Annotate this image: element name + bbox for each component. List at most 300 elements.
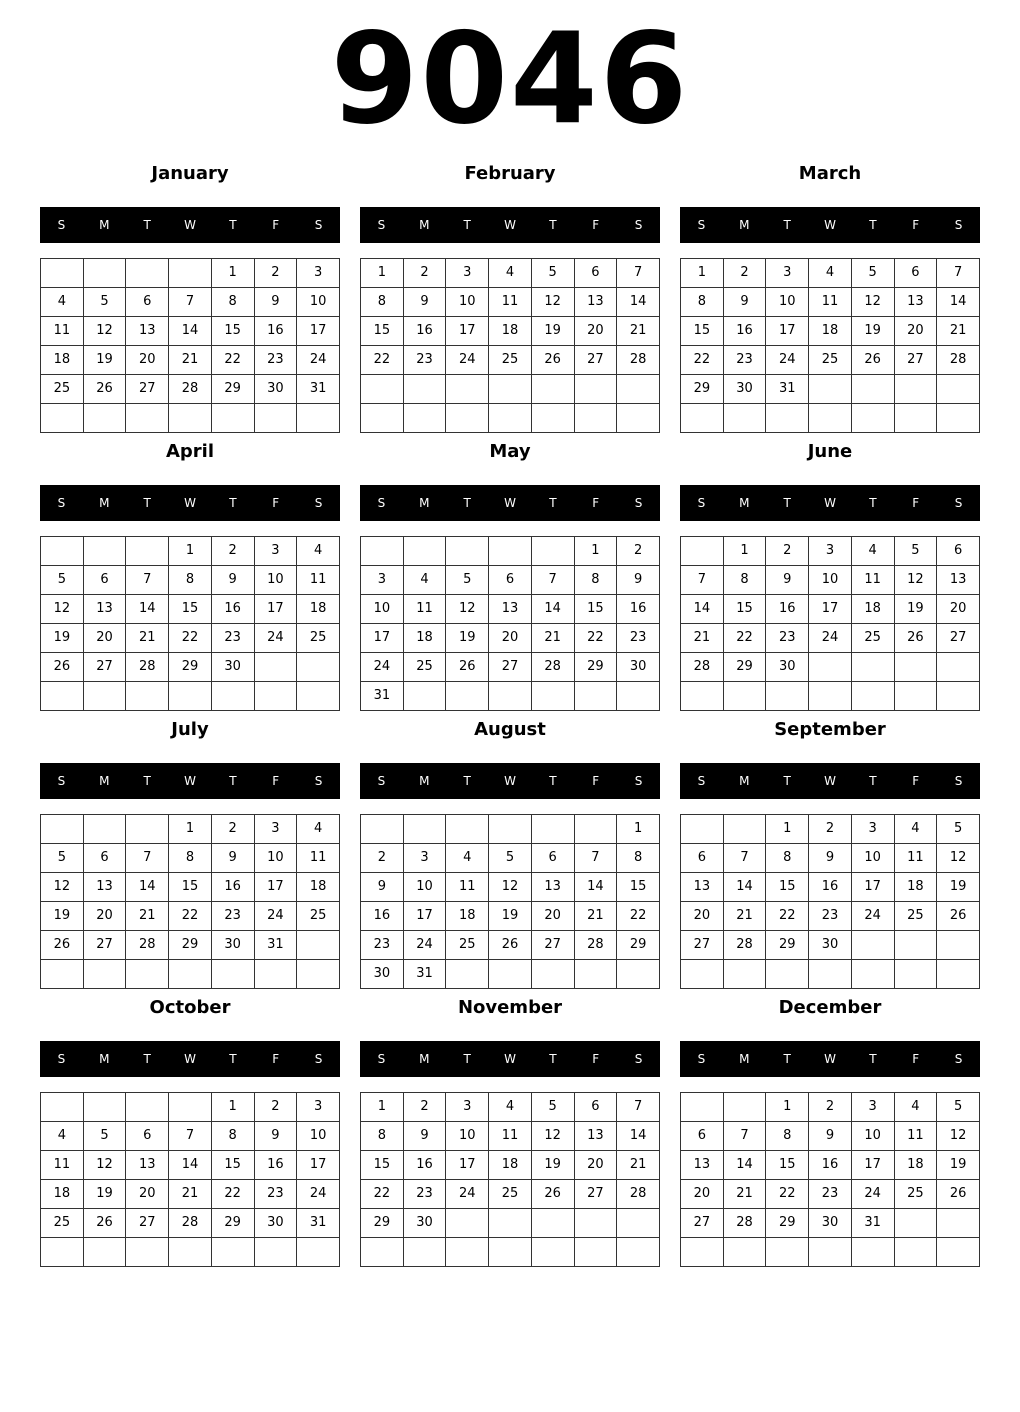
day-cell: 5	[851, 259, 894, 288]
day-cell	[169, 259, 212, 288]
day-cell: 27	[531, 931, 574, 960]
day-cell: 22	[766, 902, 809, 931]
day-cell: 10	[446, 1122, 489, 1151]
week-row	[41, 873, 340, 902]
day-cell	[766, 404, 809, 433]
week-row	[361, 404, 660, 433]
day-cell: 29	[169, 931, 212, 960]
day-cell: 19	[489, 902, 532, 931]
day-cell: 18	[41, 346, 84, 375]
day-cell	[297, 682, 340, 711]
day-cell: 1	[766, 1093, 809, 1122]
weekday-label: S	[697, 218, 706, 232]
day-cell: 18	[446, 902, 489, 931]
week-row	[41, 1180, 340, 1209]
day-cell: 19	[531, 1151, 574, 1180]
month-april	[40, 440, 340, 706]
day-cell	[169, 1093, 212, 1122]
day-cell: 27	[937, 624, 980, 653]
day-cell	[211, 404, 254, 433]
day-cell: 26	[531, 346, 574, 375]
day-cell: 27	[126, 375, 169, 404]
week-row	[361, 1180, 660, 1209]
day-cell: 9	[723, 288, 766, 317]
week-row	[681, 346, 980, 375]
day-cell: 11	[809, 288, 852, 317]
day-cell	[41, 259, 84, 288]
day-cell: 22	[723, 624, 766, 653]
week-row	[681, 960, 980, 989]
day-cell: 27	[83, 931, 126, 960]
day-cell: 7	[617, 259, 660, 288]
week-row	[681, 873, 980, 902]
weekday-label: T	[549, 774, 557, 788]
day-cell	[851, 653, 894, 682]
day-cell: 30	[211, 931, 254, 960]
weekday-label: W	[504, 218, 516, 232]
day-cell: 15	[361, 317, 404, 346]
month-january	[40, 162, 340, 428]
month-march	[680, 162, 980, 428]
day-cell: 31	[297, 375, 340, 404]
day-cell: 4	[809, 259, 852, 288]
day-cell: 16	[617, 595, 660, 624]
weekday-label: T	[143, 774, 151, 788]
day-cell	[531, 682, 574, 711]
day-cell: 25	[894, 902, 937, 931]
day-cell: 3	[851, 815, 894, 844]
day-cell: 24	[254, 902, 297, 931]
day-grid	[40, 814, 340, 989]
day-cell: 19	[83, 346, 126, 375]
day-cell: 7	[937, 259, 980, 288]
day-cell: 20	[531, 902, 574, 931]
day-cell	[574, 815, 617, 844]
day-cell	[937, 960, 980, 989]
day-cell: 7	[723, 1122, 766, 1151]
day-cell: 20	[574, 317, 617, 346]
day-cell	[83, 960, 126, 989]
day-cell: 12	[446, 595, 489, 624]
weekday-label: F	[272, 496, 280, 510]
day-cell: 12	[41, 595, 84, 624]
day-cell	[617, 960, 660, 989]
weekday-label: S	[954, 1052, 963, 1066]
weekday-label: M	[99, 774, 110, 788]
day-cell: 20	[894, 317, 937, 346]
day-cell	[531, 404, 574, 433]
day-cell	[297, 960, 340, 989]
week-row	[361, 902, 660, 931]
day-cell	[297, 653, 340, 682]
day-cell: 4	[894, 815, 937, 844]
weekday-label: M	[419, 218, 430, 232]
day-cell	[254, 653, 297, 682]
day-cell	[766, 1238, 809, 1267]
day-cell	[531, 1238, 574, 1267]
weekday-label: F	[272, 218, 280, 232]
weekday-label: S	[634, 496, 643, 510]
day-cell: 30	[723, 375, 766, 404]
month-september	[680, 718, 980, 984]
day-cell: 21	[723, 902, 766, 931]
day-cell: 24	[446, 1180, 489, 1209]
day-cell: 21	[169, 1180, 212, 1209]
weekday-label: T	[229, 218, 237, 232]
day-cell: 23	[254, 346, 297, 375]
day-cell: 16	[211, 873, 254, 902]
weekday-label: T	[143, 496, 151, 510]
day-cell: 17	[254, 873, 297, 902]
week-row	[361, 1238, 660, 1267]
day-cell: 22	[361, 346, 404, 375]
day-cell: 9	[361, 873, 404, 902]
day-cell: 29	[723, 653, 766, 682]
day-cell	[723, 1093, 766, 1122]
day-cell	[681, 537, 724, 566]
day-cell	[531, 537, 574, 566]
day-cell: 22	[361, 1180, 404, 1209]
week-row	[681, 624, 980, 653]
day-cell: 18	[894, 1151, 937, 1180]
weekday-label: F	[912, 774, 920, 788]
day-cell: 8	[681, 288, 724, 317]
day-cell: 19	[894, 595, 937, 624]
day-cell	[681, 404, 724, 433]
day-cell	[723, 1238, 766, 1267]
day-cell: 6	[574, 1093, 617, 1122]
weekday-label: T	[869, 496, 877, 510]
day-cell: 10	[851, 1122, 894, 1151]
day-cell: 19	[531, 317, 574, 346]
week-row	[681, 682, 980, 711]
weekday-label: T	[783, 774, 791, 788]
day-cell: 30	[809, 1209, 852, 1238]
weekday-label: S	[954, 218, 963, 232]
weekday-label: W	[184, 774, 196, 788]
day-cell: 9	[403, 288, 446, 317]
day-cell: 22	[169, 902, 212, 931]
week-row	[41, 537, 340, 566]
day-cell: 6	[681, 1122, 724, 1151]
day-cell: 12	[83, 1151, 126, 1180]
day-cell: 2	[403, 1093, 446, 1122]
day-cell: 20	[681, 1180, 724, 1209]
month-name: January	[151, 163, 229, 184]
day-cell	[489, 537, 532, 566]
day-cell: 28	[126, 931, 169, 960]
week-row	[361, 537, 660, 566]
weekday-label: W	[184, 218, 196, 232]
weekday-header	[680, 485, 980, 521]
day-cell	[723, 815, 766, 844]
day-cell	[446, 1209, 489, 1238]
day-cell: 3	[297, 1093, 340, 1122]
day-cell: 22	[211, 346, 254, 375]
day-cell	[126, 537, 169, 566]
day-cell	[681, 1238, 724, 1267]
day-cell: 30	[766, 653, 809, 682]
day-cell: 11	[297, 844, 340, 873]
day-cell: 18	[403, 624, 446, 653]
day-cell: 22	[211, 1180, 254, 1209]
day-cell: 15	[766, 873, 809, 902]
day-cell: 31	[851, 1209, 894, 1238]
day-cell: 15	[723, 595, 766, 624]
day-cell: 22	[617, 902, 660, 931]
day-cell	[361, 537, 404, 566]
day-cell	[531, 1209, 574, 1238]
day-cell: 18	[851, 595, 894, 624]
week-row	[681, 844, 980, 873]
month-name: September	[774, 719, 886, 740]
day-grid	[360, 814, 660, 989]
day-grid	[360, 536, 660, 711]
day-cell	[937, 1238, 980, 1267]
week-row	[361, 844, 660, 873]
day-cell: 27	[489, 653, 532, 682]
weekday-label: W	[504, 774, 516, 788]
day-cell	[894, 653, 937, 682]
day-cell: 22	[766, 1180, 809, 1209]
day-cell: 7	[574, 844, 617, 873]
week-row	[681, 1209, 980, 1238]
day-cell: 9	[617, 566, 660, 595]
weekday-label: S	[314, 218, 323, 232]
month-july	[40, 718, 340, 984]
day-cell: 1	[681, 259, 724, 288]
month-october	[40, 996, 340, 1262]
day-cell: 13	[83, 873, 126, 902]
weekday-label: F	[912, 218, 920, 232]
weekday-label: S	[377, 218, 386, 232]
day-cell: 24	[297, 346, 340, 375]
week-row	[361, 317, 660, 346]
day-cell: 1	[574, 537, 617, 566]
day-cell: 9	[809, 1122, 852, 1151]
week-row	[681, 566, 980, 595]
day-cell	[937, 375, 980, 404]
day-cell	[766, 682, 809, 711]
day-cell: 28	[617, 1180, 660, 1209]
day-cell: 25	[809, 346, 852, 375]
week-row	[361, 566, 660, 595]
day-cell: 11	[403, 595, 446, 624]
day-cell: 18	[489, 1151, 532, 1180]
day-cell: 14	[531, 595, 574, 624]
day-cell: 17	[297, 1151, 340, 1180]
day-cell	[489, 682, 532, 711]
day-cell	[723, 682, 766, 711]
day-cell: 19	[446, 624, 489, 653]
month-name: July	[171, 719, 209, 740]
weekday-header	[360, 763, 660, 799]
weekday-label: S	[314, 496, 323, 510]
day-cell	[446, 375, 489, 404]
day-cell: 19	[83, 1180, 126, 1209]
day-cell: 26	[83, 375, 126, 404]
day-cell: 15	[169, 595, 212, 624]
day-cell: 28	[169, 1209, 212, 1238]
day-cell: 13	[937, 566, 980, 595]
week-row	[361, 346, 660, 375]
month-name: February	[464, 163, 556, 184]
day-cell: 23	[361, 931, 404, 960]
week-row	[41, 844, 340, 873]
weekday-header	[680, 207, 980, 243]
day-cell: 1	[361, 259, 404, 288]
week-row	[681, 902, 980, 931]
day-cell: 23	[766, 624, 809, 653]
weekday-label: S	[697, 1052, 706, 1066]
day-cell: 4	[489, 1093, 532, 1122]
day-cell: 12	[894, 566, 937, 595]
day-cell: 8	[361, 1122, 404, 1151]
day-cell: 27	[126, 1209, 169, 1238]
day-cell: 25	[403, 653, 446, 682]
weekday-label: M	[99, 1052, 110, 1066]
week-row	[681, 1122, 980, 1151]
day-cell: 7	[126, 566, 169, 595]
day-cell	[851, 404, 894, 433]
day-cell: 28	[574, 931, 617, 960]
day-cell: 19	[41, 624, 84, 653]
day-cell	[83, 1238, 126, 1267]
day-cell: 16	[361, 902, 404, 931]
day-cell: 5	[894, 537, 937, 566]
day-cell	[41, 404, 84, 433]
month-name: October	[149, 997, 231, 1018]
week-row	[681, 375, 980, 404]
day-cell: 6	[894, 259, 937, 288]
day-cell: 16	[211, 595, 254, 624]
week-row	[361, 259, 660, 288]
day-cell: 17	[446, 1151, 489, 1180]
day-cell: 22	[681, 346, 724, 375]
day-cell: 13	[894, 288, 937, 317]
weekday-label: S	[954, 774, 963, 788]
day-cell: 17	[851, 1151, 894, 1180]
day-cell	[361, 1238, 404, 1267]
day-cell	[169, 960, 212, 989]
day-cell: 11	[489, 1122, 532, 1151]
day-cell	[41, 960, 84, 989]
weekday-label: M	[739, 496, 750, 510]
day-cell: 28	[531, 653, 574, 682]
day-cell	[403, 537, 446, 566]
day-cell: 4	[851, 537, 894, 566]
day-cell: 29	[211, 1209, 254, 1238]
week-row	[361, 931, 660, 960]
week-row	[681, 404, 980, 433]
day-cell: 6	[83, 844, 126, 873]
day-cell: 18	[297, 873, 340, 902]
day-cell	[41, 1238, 84, 1267]
day-cell: 29	[169, 653, 212, 682]
day-cell: 5	[83, 288, 126, 317]
day-grid	[40, 536, 340, 711]
day-cell: 13	[681, 873, 724, 902]
day-cell: 24	[361, 653, 404, 682]
day-cell: 7	[531, 566, 574, 595]
day-cell	[41, 537, 84, 566]
day-cell	[83, 259, 126, 288]
day-cell	[83, 682, 126, 711]
day-cell: 30	[254, 375, 297, 404]
day-cell	[894, 1238, 937, 1267]
day-cell	[489, 1209, 532, 1238]
weekday-label: S	[314, 1052, 323, 1066]
day-cell: 1	[169, 815, 212, 844]
day-cell: 10	[254, 566, 297, 595]
day-cell: 26	[937, 1180, 980, 1209]
day-cell: 18	[41, 1180, 84, 1209]
week-row	[41, 931, 340, 960]
day-cell: 30	[211, 653, 254, 682]
day-cell	[446, 537, 489, 566]
day-cell: 15	[766, 1151, 809, 1180]
day-grid	[40, 1092, 340, 1267]
day-cell: 8	[766, 844, 809, 873]
week-row	[41, 960, 340, 989]
day-cell	[937, 1209, 980, 1238]
day-cell: 26	[937, 902, 980, 931]
day-cell: 12	[531, 288, 574, 317]
day-cell	[254, 960, 297, 989]
week-row	[681, 1180, 980, 1209]
day-cell	[766, 960, 809, 989]
week-row	[41, 259, 340, 288]
day-cell: 26	[41, 653, 84, 682]
day-cell: 13	[574, 288, 617, 317]
day-cell: 1	[361, 1093, 404, 1122]
day-cell: 13	[489, 595, 532, 624]
month-name: November	[457, 997, 563, 1018]
month-august	[360, 718, 660, 984]
week-row	[361, 1151, 660, 1180]
day-cell	[937, 653, 980, 682]
week-row	[681, 259, 980, 288]
weekday-label: F	[592, 218, 600, 232]
day-cell: 27	[681, 931, 724, 960]
day-cell: 30	[254, 1209, 297, 1238]
day-cell	[361, 375, 404, 404]
day-cell: 27	[681, 1209, 724, 1238]
day-cell	[446, 1238, 489, 1267]
month-november	[360, 996, 660, 1262]
day-cell: 5	[41, 844, 84, 873]
day-cell: 20	[574, 1151, 617, 1180]
day-cell: 21	[617, 1151, 660, 1180]
week-row	[41, 317, 340, 346]
day-cell: 16	[254, 1151, 297, 1180]
day-cell	[531, 815, 574, 844]
week-row	[681, 1151, 980, 1180]
day-cell	[446, 404, 489, 433]
week-row	[361, 288, 660, 317]
day-cell: 2	[211, 537, 254, 566]
day-cell: 10	[446, 288, 489, 317]
day-cell: 23	[403, 346, 446, 375]
day-cell: 2	[809, 815, 852, 844]
week-row	[41, 1209, 340, 1238]
day-cell: 4	[41, 1122, 84, 1151]
day-cell	[126, 815, 169, 844]
day-cell	[169, 404, 212, 433]
day-cell: 11	[446, 873, 489, 902]
day-cell: 8	[574, 566, 617, 595]
day-cell: 6	[937, 537, 980, 566]
